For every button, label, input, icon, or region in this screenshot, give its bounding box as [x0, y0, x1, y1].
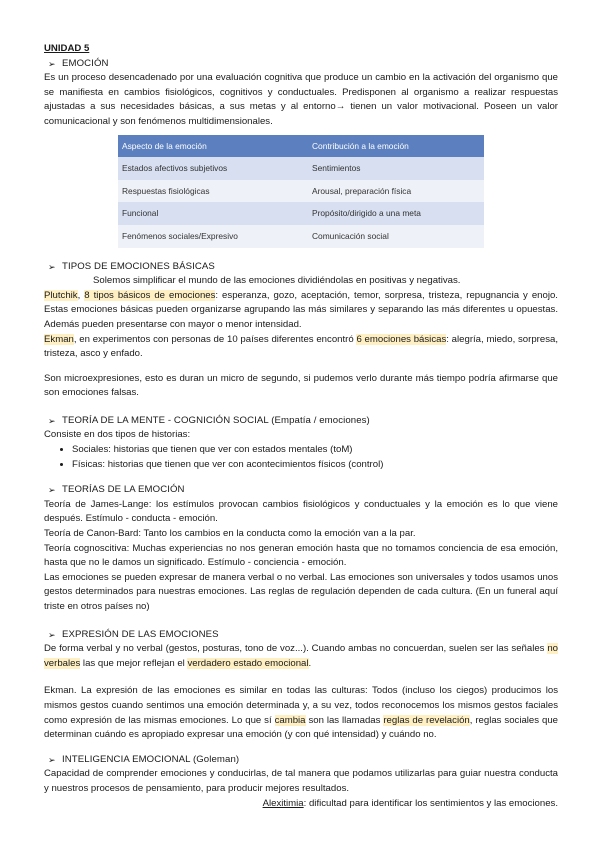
expression-paragraph: Las emociones se pueden expresar de manera verbal o no verbal. Las emociones son universales y todos usamos unos gestos determinados para nuestras emociones. Las reglas de regulación dependen de cada cultura. (En un funeral aquí triste en otros países no)	[44, 571, 558, 612]
table-cell: Fenómenos sociales/Expresivo	[118, 225, 308, 248]
section-heading-tipos: ➢ TIPOS DE EMOCIONES BÁSICAS	[48, 260, 558, 275]
table-row	[118, 157, 484, 180]
table-header-row	[118, 135, 484, 158]
canon-bard-paragraph: Teoría de Canon-Bard: Tanto los cambios en la conducta como la emoción van a la par.	[44, 528, 416, 540]
table-row	[118, 180, 484, 203]
table-cell: Respuestas fisiológicas	[118, 180, 308, 203]
list-item: • Sociales: historias que tienen que ver con estados mentales (toM)	[72, 443, 558, 458]
arrow-bullet-icon: ➢	[48, 415, 56, 426]
arrow-bullet-icon: ➢	[48, 629, 56, 640]
table-header-cell: Contribución a la emoción	[308, 135, 484, 158]
section-heading-expresion: ➢ EXPRESIÓN DE LAS EMOCIONES	[48, 628, 558, 643]
james-lange-paragraph: Teoría de James-Lange: los estímulos provocan cambios fisiológicos y conductuales y la emoción es lo que viene después. Estímulo - conducta - emoción.	[44, 498, 558, 525]
table-row	[118, 225, 484, 248]
plutchik-name: Plutchik	[44, 289, 78, 301]
section-heading-teorias: ➢ TEORÍAS DE LA EMOCIÓN	[48, 483, 558, 498]
table-cell: Comunicación social	[308, 225, 484, 248]
arrow-bullet-icon: ➢	[48, 58, 56, 69]
section-heading-mente: ➢ TEORÍA DE LA MENTE - COGNICIÓN SOCIAL (Empatía / emociones)	[48, 414, 558, 429]
list-item: • Físicas: historias que tienen que ver con acontecimientos físicos (control)	[72, 458, 558, 473]
section-heading-emocion: ➢ EMOCIÓN	[48, 57, 558, 72]
emotion-aspects-table	[118, 135, 484, 248]
inteligencia-paragraph: Capacidad de comprender emociones y conducirlas, de tal manera que podamos utilizarlas para guiar nuestra conducta y nuestros procesos de pensamiento, para producir mejores resultados.	[44, 768, 558, 794]
table-cell: Estados afectivos subjetivos	[118, 157, 308, 180]
expresion-paragraph-1: De forma verbal y no verbal (gestos, posturas, tono de voz...). Cuando ambas no concuerdan, suelen ser las señales no verbales las que mejor reflejan el verdadero estado emocional.	[44, 643, 558, 669]
unit-title: UNIDAD 5	[44, 43, 90, 54]
arrow-bullet-icon: ➢	[48, 754, 56, 765]
table-cell: Propósito/dirigido a una meta	[308, 202, 484, 225]
ekman-paragraph: Ekman, en experimentos con personas de 10 países diferentes encontró 6 emociones básicas: alegría, miedo, sorpresa, tristeza, asco y enfado.	[44, 333, 558, 360]
table-row	[118, 202, 484, 225]
microexpressions-paragraph: Son microexpresiones, esto es duran un micro de segundo, si pudemos verlo durante más tiempo podría afirmarse que son emociones falsas.	[44, 372, 558, 399]
plutchik-paragraph: Plutchik, 8 tipos básicos de emociones: esperanza, gozo, aceptación, temor, sorpresa, tristeza, repugnancia y enojo. Estas emociones básicas pueden organizarse agrupando las más similares y separando las más diferentes u opuestas. Además pueden presentarse con mayor o menor intensidad.	[44, 289, 558, 330]
emocion-definition: Es un proceso desencadenado por una evaluación cognitiva que produce un cambio en la activación del organismo que se manifiesta en cambios fisiológicos, cognitivos y conductuales. Predisponen al organismo a realizar respuestas ajustadas a sus necesidades básicas, a sus metas y al entorno→ tienen un valor motivacional. Poseen un valor comunicacional y son fenómenos multidimensionales.	[44, 72, 558, 127]
cognoscitiva-paragraph: Teoría cognoscitiva: Muchas experiencias no nos generan emoción hasta que no tomamos conciencia de esa emoción, hasta que no le damos un significado. Estímulo - conciencia - emoción.	[44, 542, 558, 569]
tipos-intro: Solemos simplificar el mundo de las emociones dividiéndolas en positivas y negativas.	[93, 275, 461, 287]
ekman-highlight: 6 emociones básicas	[356, 333, 447, 345]
plutchik-highlight: 8 tipos básicos de emociones	[84, 289, 216, 301]
highlight-verdadero-estado: verdadero estado emocional	[187, 657, 309, 669]
mente-list	[44, 443, 558, 472]
arrow-bullet-icon: ➢	[48, 485, 56, 496]
table-header-cell: Aspecto de la emoción	[118, 135, 308, 158]
arrow-bullet-icon: ➢	[48, 261, 56, 272]
highlight-no-verbales: no verbales	[44, 643, 558, 669]
alexitimia-term: Alexitimia	[262, 797, 304, 809]
ekman-name: Ekman	[44, 333, 74, 345]
table-cell: Funcional	[118, 202, 308, 225]
section-heading-inteligencia: ➢ INTELIGENCIA EMOCIONAL (Goleman)	[48, 753, 558, 768]
alexitimia-line: Alexitimia: dificultad para identificar los sentimientos y las emociones.	[262, 797, 558, 809]
highlight-cambia: cambia	[274, 714, 306, 726]
highlight-reglas-revelacion: reglas de revelación	[383, 714, 470, 726]
expresion-paragraph-2: Ekman. La expresión de las emociones es similar en todas las culturas: Todos (incluso los ciegos) producimos los mismos gestos cuando sentimos una emoción determinada y, a su vez, todos reconocemos los mismos gestos faciales como expresión de las mismas emociones. Lo que sí cambia son las llamadas reglas de revelación, reglas sociales que determinan cuándo es apropiado expresar una emoción (y con qué intensidad) y cuándo no.	[44, 685, 558, 741]
table-cell: Sentimientos	[308, 157, 484, 180]
document-page	[44, 42, 558, 811]
mente-intro: Consiste en dos tipos de historias:	[44, 429, 191, 441]
table-cell: Arousal, preparación física	[308, 180, 484, 203]
